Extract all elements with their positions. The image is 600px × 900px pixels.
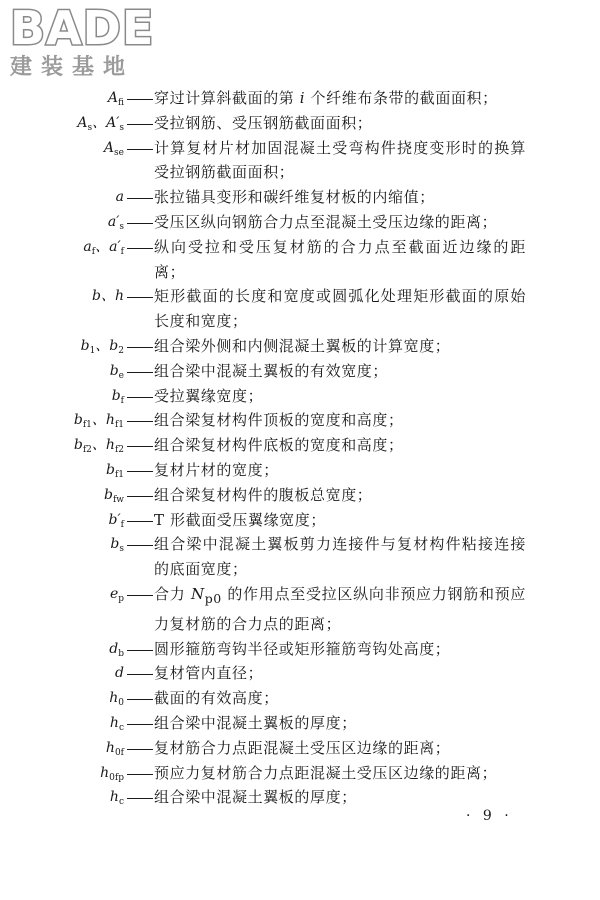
definition-entry [0,661,600,686]
definition-symbol: $e_p$ [109,585,124,604]
definition-symbol: $h_c$ [109,789,124,808]
definition-entry [0,686,600,711]
definition-entry [0,284,600,334]
em-dash-separator [126,86,154,111]
definition-text: 截面的有效高度； [154,689,279,708]
definition-text: 受拉翼缘宽度； [154,386,264,405]
definition-text: 组合梁复材构件顶板的宽度和高度； [154,411,404,430]
definition-text: 穿过计算斜截面的第 i 个纤维布条带的截面面积； [154,89,498,107]
definition-text: 张拉锚具变形和碳纤维复材板的内缩值； [154,188,435,207]
em-dash-separator [126,582,154,607]
em-dash-separator [126,483,154,508]
em-dash-separator [126,136,154,161]
definition-entry [0,532,600,582]
logo [10,1,185,82]
definition-text: 计算复材片材加固混凝土受弯构件挠度变形时的换算受拉钢筋截面面积； [154,138,526,182]
em-dash-separator [126,185,154,210]
definition-symbol: $h_{0f}$ [105,739,124,758]
definition-entry [0,433,600,458]
definition-symbol: $h_0$ [109,690,124,709]
em-dash-separator [126,408,154,433]
definition-entry [0,508,600,533]
definition-symbol: $b_s$ [110,536,124,555]
definition-text: T 形截面受压翼缘宽度； [154,510,326,529]
definition-text: 合力 $N_{p0}$ 的作用点至受拉区纵向非预应力钢筋和预应力复材筋的合力点的距离； [154,584,526,633]
definition-symbol: $A_{se}$ [103,139,124,158]
definition-text: 组合梁外侧和内侧混凝土翼板的计算宽度； [154,336,451,355]
em-dash-separator [126,785,154,810]
definition-entry [0,210,600,235]
definition-text: 矩形截面的长度和宽度或圆弧化处理矩形截面的原始长度和宽度； [154,287,526,331]
definition-text: 圆形箍筋弯钩半径或矩形箍筋弯钩处高度； [154,639,451,658]
definition-symbol: $h_{0fp}$ [100,764,124,783]
definition-symbol: $b_e$ [109,362,124,381]
em-dash-separator [126,736,154,761]
logo-subtitle: 建装基地 [10,55,135,80]
em-dash-separator [126,711,154,736]
definition-symbol: $a'_s$ [107,213,124,232]
definition-entry [0,334,600,359]
definition-text: 纵向受拉和受压复材筋的合力点至截面近边缘的距离； [154,237,526,281]
em-dash-separator [126,761,154,786]
definition-entry [0,86,600,111]
definition-text: 受压区纵向钢筋合力点至混凝土受压边缘的距离； [154,212,498,231]
definition-symbol: d [115,665,124,682]
definition-symbol: $a_f$、$a'_f$ [83,238,124,257]
page-number: · 9 · [466,808,513,824]
em-dash-separator [126,661,154,686]
definition-symbol: $b'_f$ [108,511,124,530]
definition-entry [0,736,600,761]
definition-symbol: $d_b$ [109,640,124,659]
definition-text: 复材筋合力点距混凝土受压区边缘的距离； [154,738,451,757]
em-dash-separator [126,686,154,711]
definition-text: 受拉钢筋、受压钢筋截面面积； [154,113,373,132]
definition-symbol: $b_1$、$b_2$ [80,337,124,356]
definition-entry [0,359,600,384]
definition-text: 复材管内直径； [154,664,264,683]
definition-entry [0,637,600,662]
definition-text: 组合梁中混凝土翼板的厚度； [154,788,357,807]
em-dash-separator [126,334,154,359]
definition-entry [0,483,600,508]
definition-entry [0,408,600,433]
definition-text: 组合梁中混凝土翼板的厚度； [154,713,357,732]
definition-symbol: $b_{f1}$ [105,461,124,480]
definition-entry [0,384,600,409]
em-dash-separator [126,508,154,533]
definition-symbol: $b_{f1}$、$h_{f1}$ [73,412,124,431]
definition-symbol: b、h [92,288,124,305]
em-dash-separator [126,433,154,458]
em-dash-separator [126,111,154,136]
em-dash-separator [126,637,154,662]
definition-symbol: $b_{fw}$ [103,486,124,505]
symbol-definition-list [0,86,600,810]
definition-text: 组合梁复材构件底板的宽度和高度； [154,436,404,455]
definition-symbol: $h_c$ [109,714,124,733]
definition-entry [0,235,600,285]
definition-entry [0,185,600,210]
definition-symbol: $b_f$ [111,387,124,406]
definition-symbol: a [115,189,124,206]
definition-symbol: $b_{f2}$、$h_{f2}$ [73,437,124,456]
definition-symbol: $A_{fi}$ [107,90,124,108]
em-dash-separator [126,359,154,384]
logo-wordmark: BADE [10,1,155,55]
definition-text: 组合梁中混凝土翼板的有效宽度； [154,361,389,380]
definition-entry [0,711,600,736]
em-dash-separator [126,532,154,557]
definition-entry [0,458,600,483]
em-dash-separator [126,235,154,260]
definition-entry [0,111,600,136]
em-dash-separator [126,458,154,483]
definition-entry [0,761,600,786]
em-dash-separator [126,210,154,235]
definition-entry [0,582,600,637]
definition-entry [0,785,600,810]
definition-symbol: $A_s$、$A'_s$ [77,114,124,133]
definition-text: 组合梁中混凝土翼板剪力连接件与复材构件粘接连接的底面宽度； [154,535,526,579]
definition-text: 预应力复材筋合力点距混凝土受压区边缘的距离； [154,763,498,782]
definition-text: 复材片材的宽度； [154,460,279,479]
definition-text: 组合梁复材构件的腹板总宽度； [154,485,373,504]
definition-entry [0,136,600,186]
em-dash-separator [126,284,154,309]
em-dash-separator [126,384,154,409]
